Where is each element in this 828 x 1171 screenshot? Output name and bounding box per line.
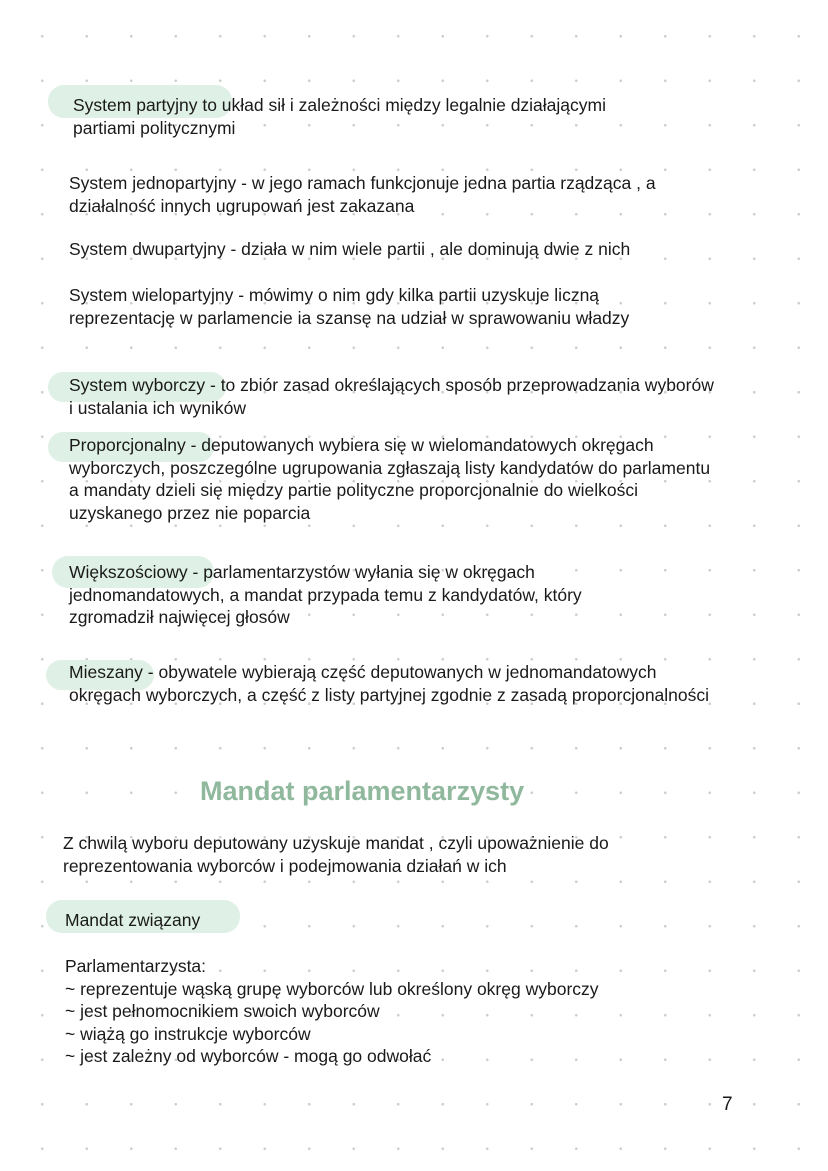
definition: - parlamentarzystów wyłania się w okręgach jednomandatowych, a mandat przypada temu z kandydatów, który zgromadził najwięcej głosów bbox=[69, 562, 582, 627]
term: System dwupartyjny bbox=[69, 239, 226, 259]
def-proporcjonalny bbox=[69, 434, 719, 524]
parlamentarzysta-list bbox=[65, 955, 725, 1068]
def-mieszany bbox=[69, 661, 729, 706]
page-number: 7 bbox=[722, 1094, 733, 1115]
list-item: ~ reprezentuje wąską grupę wyborców lub określony okręg wyborczy bbox=[65, 978, 599, 999]
definition: - deputowanych wybiera się w wielomandatowych okręgach wyborczych, poszczególne ugrupowania zgłaszają listy kandydatów do parlamentu a mandaty dzieli się między partie polityczne proporcjonalnie do wielkości uzyskanego przez nie poparcia bbox=[69, 435, 711, 523]
mandat-intro-text: Z chwilą wyboru deputowany uzyskuje mandat , czyli upoważnienie do reprezentowania wyborców i podejmowania działań w ich bbox=[63, 833, 609, 876]
definition: to układ sił i zależności między legalnie działającymi partiami politycznymi bbox=[73, 95, 606, 138]
term: Mieszany bbox=[69, 662, 143, 682]
list-item: ~ jest zależny od wyborców - mogą go odwołać bbox=[65, 1046, 432, 1066]
term: Większościowy bbox=[69, 562, 188, 582]
mandat-zwiazany-label bbox=[65, 909, 200, 932]
def-system-wyborczy bbox=[69, 374, 719, 419]
mandat-heading: Mandat parlamentarzysty bbox=[200, 776, 525, 806]
term: System partyjny bbox=[73, 95, 198, 115]
mandat-intro bbox=[63, 832, 663, 877]
list-item: ~ wiążą go instrukcje wyborców bbox=[65, 1023, 311, 1044]
term: System jednopartyjny bbox=[69, 173, 237, 193]
def-jednopartyjny bbox=[69, 172, 735, 217]
mandat-zwiazany-text: Mandat związany bbox=[65, 910, 201, 930]
list-title: Parlamentarzysta: bbox=[65, 956, 207, 976]
term: System wielopartyjny bbox=[69, 285, 234, 305]
def-wielopartyjny bbox=[69, 284, 709, 329]
def-wiekszosciowy bbox=[69, 561, 659, 629]
def-dwupartyjny bbox=[69, 238, 769, 261]
definition: - w jego ramach funkcjonuje jedna partia rządząca , a działalność innych ugrupowań jest zakazana bbox=[69, 173, 656, 216]
definition: - mówimy o nim gdy kilka partii uzyskuje liczną reprezentację w parlamencie ia szansę na udział w sprawowaniu władzy bbox=[69, 285, 630, 328]
definition: - obywatele wybierają część deputowanych w jednomandatowych okręgach wyborczych, a część z listy partyjnej zgodnie z zasadą proporcjonalności bbox=[69, 662, 710, 705]
list-item: ~ jest pełnomocnikiem swoich wyborców bbox=[65, 1001, 380, 1021]
term: System wyborczy bbox=[69, 375, 206, 395]
term: Proporcjonalny bbox=[69, 435, 186, 455]
def-system-partyjny bbox=[73, 94, 673, 139]
definition: - to zbiór zasad określających sposób przeprowadzania wyborów i ustalania ich wyników bbox=[69, 375, 714, 418]
definition: - działa w nim wiele partii , ale dominują dwie z nich bbox=[225, 239, 631, 259]
